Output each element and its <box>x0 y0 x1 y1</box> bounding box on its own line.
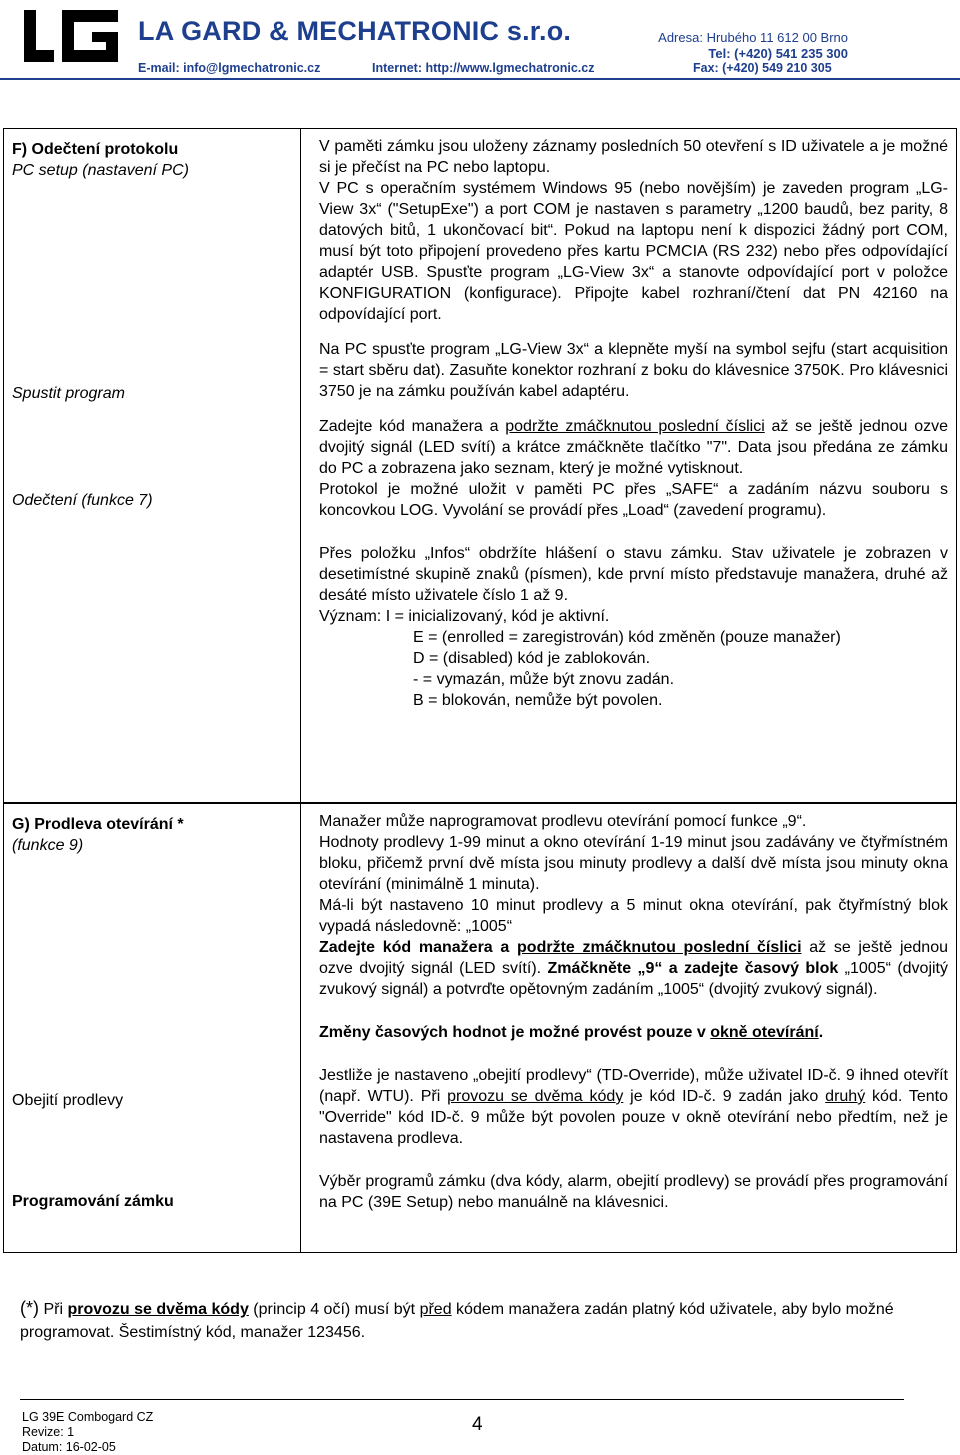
code-e: E = (enrolled = zaregistrován) kód změněn (pouze manažer) <box>413 629 841 646</box>
section-g-labels <box>4 804 301 1253</box>
change-window-note: Změny časových hodnot je možné provést pouze v okně otevírání. <box>319 1024 824 1041</box>
email-line: E-mail: info@lgmechatronic.cz <box>138 61 321 75</box>
section-f-row <box>4 129 957 803</box>
page-number: 4 <box>472 1414 483 1435</box>
infos-paragraph: Přes položku „Infos“ obdržíte hlášení o stavu zámku. Stav uživatele je zobrazen v desetimístné skupině znaků (písmen), kde první místo představuje manažera, druhé až desáté místo uživatele číslo 1 až 9. <box>319 545 948 604</box>
header-rule <box>0 78 960 80</box>
lg-logo <box>22 10 120 62</box>
section-g-title: G) Prodleva otevírání * <box>12 816 184 833</box>
footnote: (*) Při provozu se dvěma kódy (princip 4 očí) musí být před kódem manažera zadán platný kód uživatele, aby bylo možné programovat. Šestimístný kód, manažer 123456. <box>20 1298 894 1341</box>
code-d: D = (disabled) kód je zablokován. <box>413 650 651 667</box>
start-program-label: Spustit program <box>12 385 125 402</box>
read-text-b: až se ještě jednou ozve dvojitý signál (LED svítí) a krátce zmáčkněte tlačítko "7". Data jsou předána ze zámku do PC a zobrazena jako seznam, který je možné vytisknout. <box>319 418 948 477</box>
procedure-bold-underlined: podržte zmáčknutou poslední číslici <box>517 939 802 956</box>
delay-procedure <box>319 937 948 1000</box>
company-name: LA GARD & MECHATRONIC s.r.o. <box>138 16 572 46</box>
address-line: Adresa: Hrubého 11 612 00 Brno <box>658 30 848 45</box>
section-f-subtitle: PC setup (nastavení PC) <box>12 162 189 179</box>
read-paragraph <box>319 416 948 479</box>
section-g-row <box>4 804 957 1253</box>
procedure-bold-a: Zadejte kód manažera a <box>319 939 518 956</box>
footer-rule <box>20 1399 904 1400</box>
delay-values: Hodnoty prodlevy 1-99 minut a okno otevírání 1-19 minut jsou zadávány ve čtyřmístném bloku, přičemž první dvě místa jsou minuty prodlevy a další dvě místa jsou minuty okna otevírání (minimálně 1 minuta). <box>319 834 948 893</box>
read-text-underlined: podržte zmáčknutou poslední číslici <box>505 418 765 435</box>
section-f-labels <box>4 129 301 803</box>
memory-paragraph: V paměti zámku jsou uloženy záznamy posledních 50 otevření s ID uživatele a je možné si je přečíst na PC nebo laptopu. <box>319 138 948 176</box>
code-dash: - = vymazán, může být znovu zadán. <box>413 671 675 688</box>
phone-line: Tel: (+420) 541 235 300 <box>708 46 848 61</box>
doc-name: LG 39E Combogard CZ <box>22 1410 154 1424</box>
letterhead <box>0 0 960 78</box>
bypass-label: Obejití prodlevy <box>12 1092 124 1109</box>
footnote-star: (*) <box>20 1298 39 1318</box>
procedure-mid: až se ještě jednou ozve dvojitý signál (LED svítí). <box>319 939 948 977</box>
section-f-content <box>301 129 957 803</box>
read-function-label: Odečtení (funkce 7) <box>12 492 153 509</box>
save-log-paragraph: Protokol je možné uložit v paměti PC přes „SAFE“ a zadáním názvu souboru s koncovkou LOG. Vyvolání se provádí přes „Load“ (zavedení programu). <box>319 481 948 519</box>
start-program-paragraph: Na PC spusťte program „LG-View 3x“ a klepněte myší na symbol sejfu (start acquisition = start sběru dat). Zasuňte konektor rozhraní z boku do klávesnice 3750K. Pro klávesnici 3750 je na zámku používán kabel adaptéru. <box>319 341 948 400</box>
code-legend <box>319 627 948 711</box>
procedure-end: „1005“ (dvojitý zvukový signál) a potvrďte opětovným zadáním „1005“ (dvojitý zvukový signál). <box>319 960 949 998</box>
procedure-bold-b: Zmáčkněte „9“ a zadejte časový blok <box>547 960 839 977</box>
section-g-content <box>301 804 957 1253</box>
revision: Revize: 1 <box>22 1425 75 1439</box>
section-f-title: F) Odečtení protokolu <box>12 141 179 158</box>
code-b: B = blokován, nemůže být povolen. <box>413 692 663 709</box>
footer-info <box>22 1410 153 1455</box>
pc-setup-paragraph: V PC s operačním systémem Windows 95 (nebo novějším) je zaveden program „LG-View 3x“ ("SetupExe") a port COM je nastaven s parametry „1200 baudů, bez parity, 8 datových bitů, 1 ukončovací bit“. Pokud na laptopu není k dispozici žádný port COM, musí být toto připojení provedeno přes kartu PCMCIA (RS 232) nebo přes odpovídající adaptér USB. Spusťte program „LG-View 3x“ a stanovte odpovídající port v položce KONFIGURATION (konfigurace). Připojte kabel rozhraní/čtení dat PN 42160 na odpovídající port. <box>319 180 948 323</box>
programming-paragraph: Výběr programů zámku (dva kódy, alarm, obejití prodlevy) se provádí přes programování na PC (39E Setup) nebo manuálně na klávesnici. <box>319 1173 948 1211</box>
company-address <box>658 30 848 62</box>
instruction-table <box>3 128 957 1253</box>
delay-intro: Manažer může naprogramovat prodlevu otevírání pomocí funkce „9“. <box>319 813 807 830</box>
programming-label: Programování zámku <box>12 1193 174 1210</box>
meaning-line: Význam: I = inicializovaný, kód je aktivní. <box>319 608 610 625</box>
internet-line: Internet: http://www.lgmechatronic.cz <box>372 61 595 75</box>
fax-line: Fax: (+420) 549 210 305 <box>693 61 832 75</box>
delay-example: Má-li být nastaveno 10 minut prodlevy a 5 minut okna otevírání, pak čtyřmístný blok vypadá následovně: „1005“ <box>319 897 948 935</box>
date: Datum: 16-02-05 <box>22 1440 116 1454</box>
bypass-paragraph: Jestliže je nastaveno „obejití prodlevy“ (TD-Override), může uživatel ID-č. 9 ihned otevřít (např. WTU). Při provozu se dvěma kódy je kód ID-č. 9 zadán jako druhý kód. Tento "Override" kód ID-č. 9 může být povolen pouze v okně otevírání nebo předtím, než je nastavena prodleva. <box>319 1067 949 1147</box>
read-text-a: Zadejte kód manažera a <box>319 418 506 435</box>
section-g-subtitle: (funkce 9) <box>12 837 84 854</box>
